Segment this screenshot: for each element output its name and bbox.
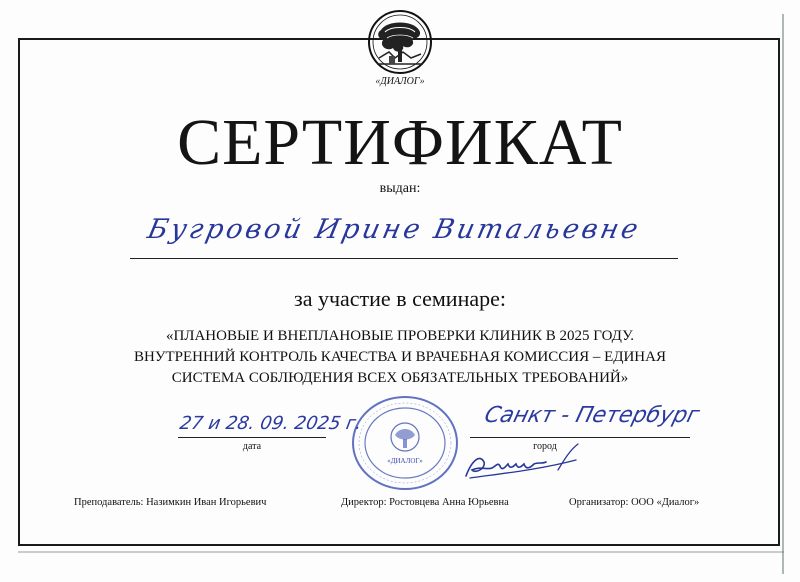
- seal-caption: «ДИАЛОГ»: [387, 457, 423, 465]
- date-value: 27 и 28. 09. 2025 г.: [178, 413, 364, 434]
- issued-label: выдан:: [379, 181, 421, 196]
- certificate-title: СЕРТИФИКАТ: [177, 106, 623, 179]
- date-underline: [178, 437, 326, 438]
- recipient-underline: [130, 258, 678, 259]
- director-signatory: Директор: Ростовцева Анна Юрьевна: [341, 497, 509, 508]
- scan-edge-bottom: [18, 551, 784, 553]
- city-value: Санкт - Петербург: [481, 403, 702, 428]
- seminar-line: «ПЛАНОВЫЕ И ВНЕПЛАНОВЫЕ ПРОВЕРКИ КЛИНИК В 2025 ГОДУ.: [165, 328, 635, 344]
- seminar-line: СИСТЕМА СОБЛЮДЕНИЯ ВСЕХ ОБЯЗАТЕЛЬНЫХ ТРЕБОВАНИЙ»: [171, 370, 629, 386]
- organizer-signatory: Организатор: ООО «Диалог»: [569, 497, 700, 508]
- date-label: дата: [242, 441, 262, 452]
- director-signature-icon: [458, 440, 588, 485]
- participation-label: за участие в семинаре:: [294, 286, 506, 311]
- city-underline: [470, 437, 690, 438]
- logo-caption: «ДИАЛОГ»: [375, 76, 425, 87]
- city-label: город: [533, 441, 557, 452]
- recipient-name: Бугровой Ирине Витальевне: [144, 214, 644, 245]
- official-seal-icon: [349, 393, 461, 493]
- seminar-line: ВНУТРЕННИЙ КОНТРОЛЬ КАЧЕСТВА И ВРАЧЕБНАЯ КОМИССИЯ – ЕДИНАЯ: [134, 349, 666, 365]
- dialog-logo-icon: [365, 8, 435, 86]
- teacher-signatory: Преподаватель: Назимкин Иван Игорьевич: [74, 497, 267, 508]
- seminar-title: [0, 326, 800, 389]
